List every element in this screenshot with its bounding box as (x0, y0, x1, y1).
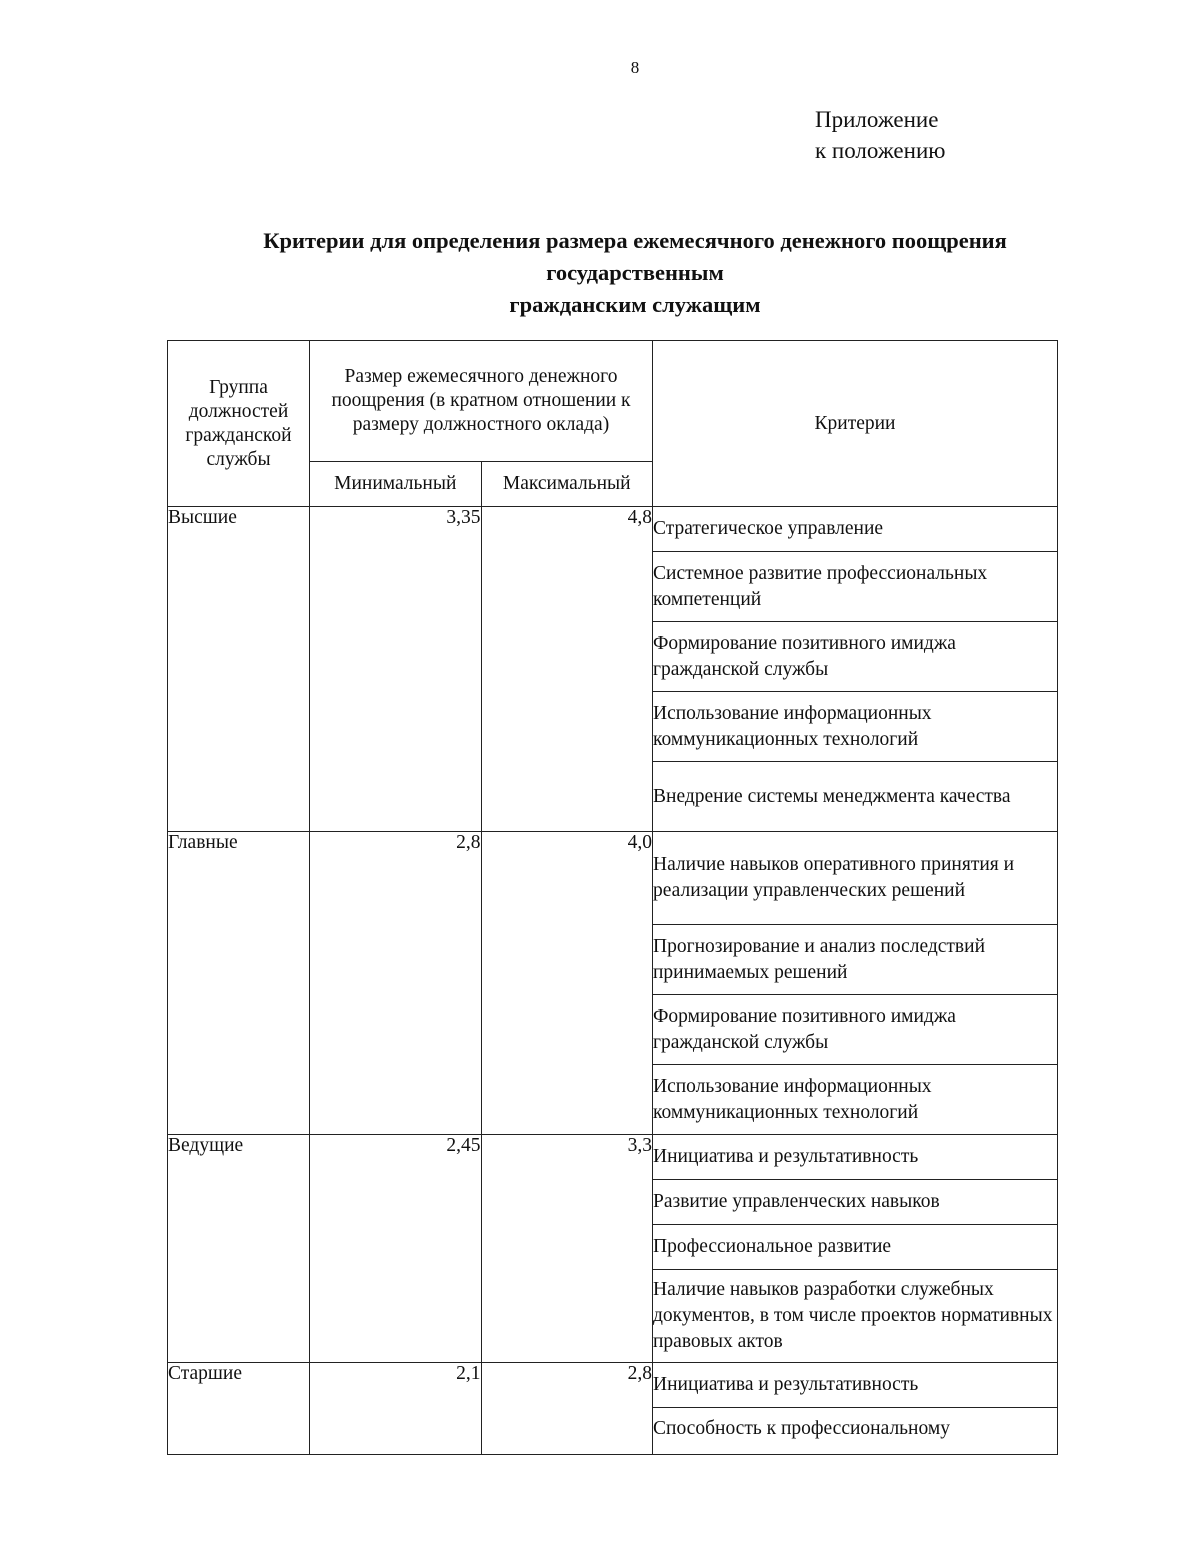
title-line-2: государственным (546, 260, 724, 285)
criteria-table (167, 340, 1058, 1455)
table-row (168, 507, 1058, 552)
criterion-cell: Формирование позитивного имиджа гражданской службы (653, 995, 1058, 1065)
criterion-cell: Инициатива и результативность (653, 1135, 1058, 1180)
criterion-cell: Способность к профессиональному (653, 1408, 1058, 1455)
criterion-cell: Использование информационных коммуникационных технологий (653, 692, 1058, 762)
document-title (170, 225, 1100, 321)
title-line-1: Критерии для определения размера ежемесячного денежного поощрения (263, 228, 1007, 253)
criterion-cell: Развитие управленческих навыков (653, 1180, 1058, 1225)
criterion-cell: Использование информационных коммуникационных технологий (653, 1065, 1058, 1135)
appendix-note (815, 104, 945, 166)
table-body (168, 507, 1058, 1455)
table-row (168, 1363, 1058, 1408)
max-value-cell: 4,8 (481, 507, 653, 832)
criterion-cell: Профессиональное развитие (653, 1225, 1058, 1270)
group-name-cell: Высшие (168, 507, 310, 832)
criterion-cell: Наличие навыков разработки служебных документов, в том числе проектов нормативных правовых актов (653, 1270, 1058, 1363)
group-name-cell: Ведущие (168, 1135, 310, 1363)
criterion-cell: Формирование позитивного имиджа гражданской службы (653, 622, 1058, 692)
header-max: Максимальный (481, 462, 653, 507)
group-name-cell: Старшие (168, 1363, 310, 1455)
header-criteria: Критерии (653, 341, 1058, 507)
min-value-cell: 2,1 (310, 1363, 482, 1455)
page-number: 8 (630, 58, 640, 77)
header-min: Минимальный (310, 462, 482, 507)
max-value-cell: 3,3 (481, 1135, 653, 1363)
max-value-cell: 2,8 (481, 1363, 653, 1455)
appendix-line-1: Приложение (815, 107, 939, 132)
min-value-cell: 3,35 (310, 507, 482, 832)
min-value-cell: 2,8 (310, 832, 482, 1135)
header-row-1 (168, 341, 1058, 462)
header-bonus-size: Размер ежемесячного денежного поощрения (в кратном отношении к размеру должностного оклада) (310, 341, 653, 462)
title-line-3: гражданским служащим (509, 292, 761, 317)
criterion-cell: Стратегическое управление (653, 507, 1058, 552)
min-value-cell: 2,45 (310, 1135, 482, 1363)
appendix-line-2: к положению (815, 138, 946, 163)
table-row (168, 832, 1058, 925)
max-value-cell: 4,0 (481, 832, 653, 1135)
criterion-cell: Внедрение системы менеджмента качества (653, 762, 1058, 832)
criterion-cell: Инициатива и результативность (653, 1363, 1058, 1408)
criterion-cell: Наличие навыков оперативного принятия и реализации управленческих решений (653, 832, 1058, 925)
group-name-cell: Главные (168, 832, 310, 1135)
header-group: Группа должностей гражданской службы (168, 341, 310, 507)
criterion-cell: Прогнозирование и анализ последствий принимаемых решений (653, 925, 1058, 995)
criterion-cell: Системное развитие профессиональных компетенций (653, 552, 1058, 622)
table-row (168, 1135, 1058, 1180)
table-header (168, 341, 1058, 507)
